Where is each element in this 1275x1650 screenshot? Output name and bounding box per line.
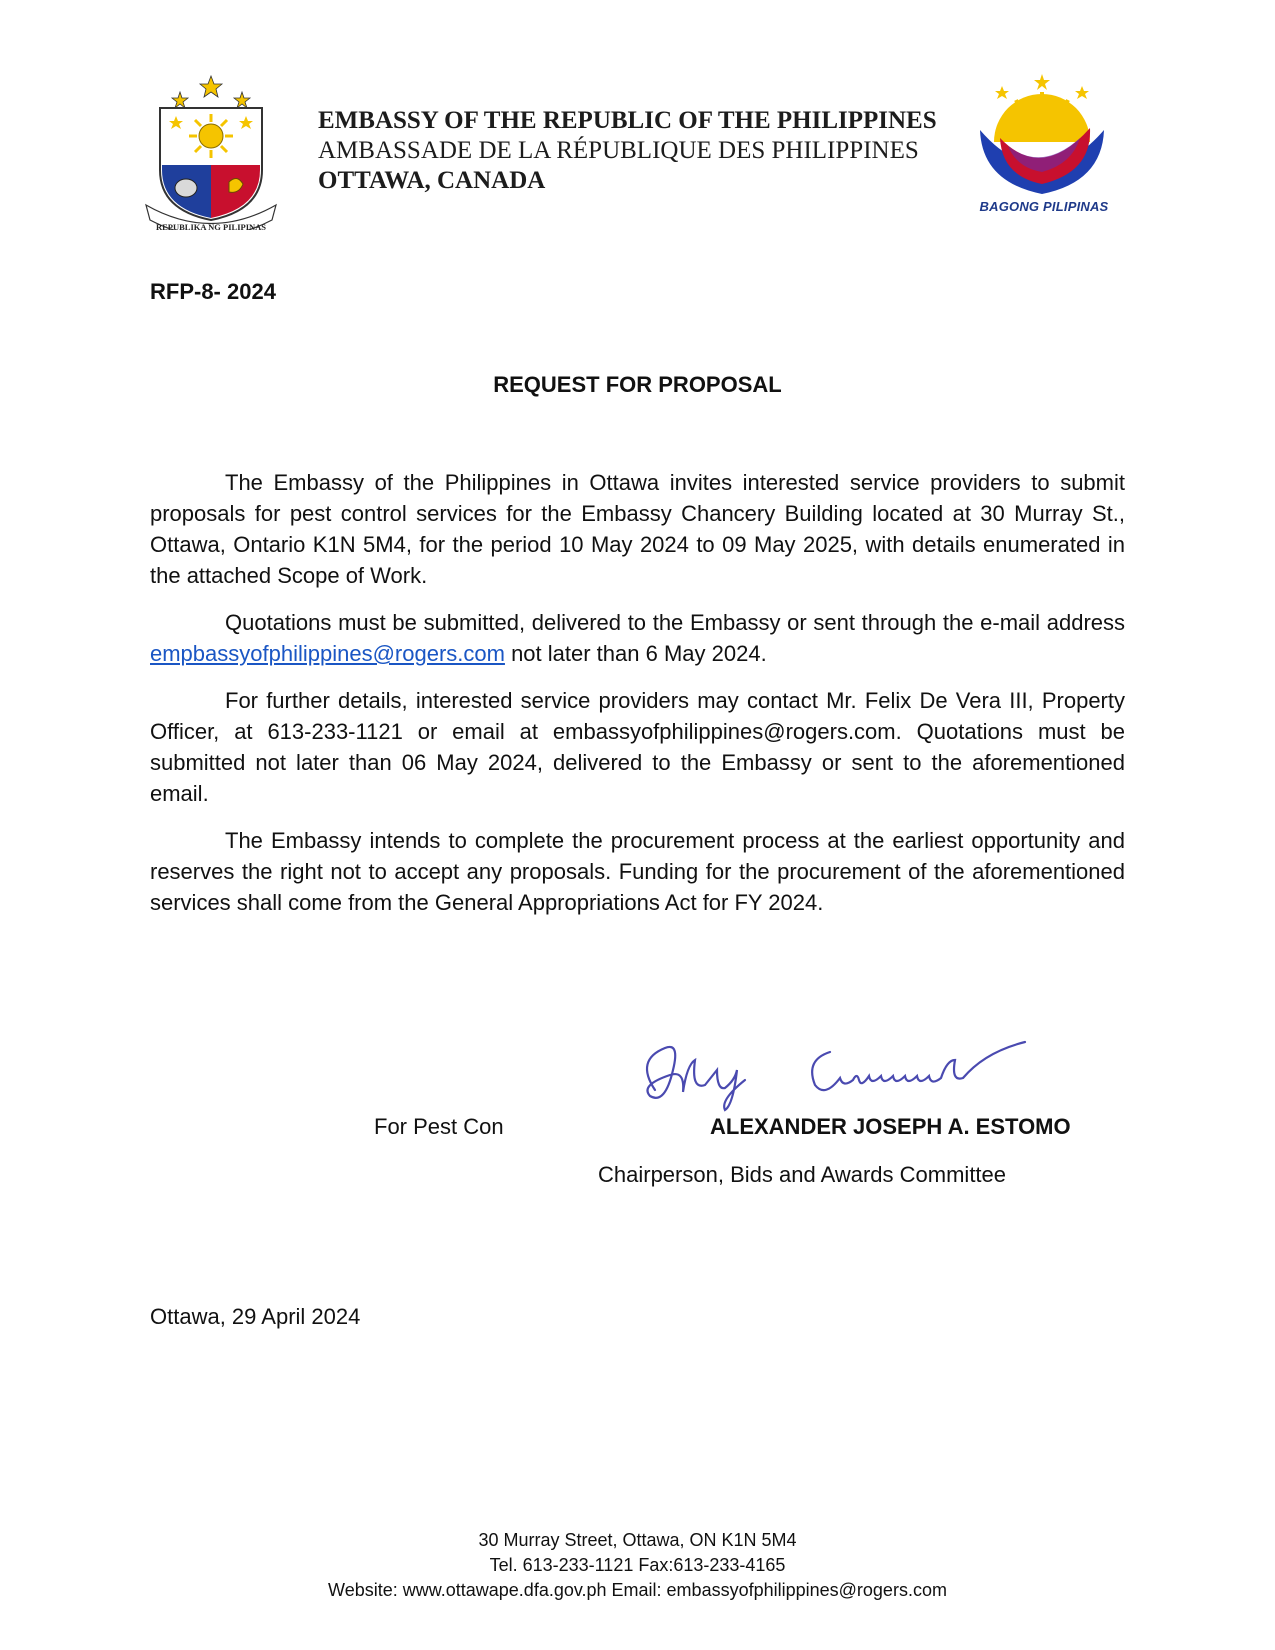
paragraph-submission-deadline: not later than 6 May 2024. [504, 641, 767, 666]
footer-website-email: Website: www.ottawape.dfa.gov.ph Email: embassyofphilippines@rogers.com [328, 1580, 947, 1600]
footer [0, 1528, 1275, 1603]
paragraph-procurement [150, 825, 1125, 918]
embassy-name-english: EMBASSY OF THE REPUBLIC OF THE PHILIPPINES [318, 107, 937, 134]
bagong-pilipinas-emblem [972, 72, 1112, 197]
coat-of-arms-seal [140, 70, 282, 230]
seal-scroll-text: REPUBLIKA NG PILIPINAS [155, 222, 267, 230]
footer-phone-fax: Tel. 613-233-1121 Fax:613-233-4165 [489, 1555, 786, 1575]
paragraph-invitation-text: The Embassy of the Philippines in Ottawa invites interested service providers to submit proposals for pest control services for the Embassy Chancery Building located at 30 Murray St., Ottawa, Ontario K1N 5M4, for the period 10 May 2024 to 09 May 2025, with details enumerated in the attached Scope of Work. [150, 470, 1125, 588]
bagong-pilipinas-label: BAGONG PILIPINAS [979, 199, 1109, 214]
reference-number: RFP-8- 2024 [150, 279, 276, 304]
document-title: REQUEST FOR PROPOSAL [493, 372, 782, 397]
footer-address: 30 Murray Street, Ottawa, ON K1N 5M4 [478, 1530, 797, 1550]
embassy-name-french: AMBASSADE DE LA RÉPUBLIQUE DES PHILIPPINES [318, 137, 919, 164]
email-link[interactable]: empbassyofphilippines@rogers.com [150, 641, 505, 666]
place-and-date: Ottawa, 29 April 2024 [150, 1304, 361, 1329]
signer-name: ALEXANDER JOSEPH A. ESTOMO [710, 1114, 1071, 1139]
paragraph-procurement-text: The Embassy intends to complete the procurement process at the earliest opportunity and reserves the right not to accept any proposals. Funding for the procurement of the aforementioned services shall come from the General Appropriations Act for FY 2024. [150, 828, 1125, 915]
handwritten-signature [625, 1030, 1075, 1120]
paragraph-contact-text: For further details, interested service providers may contact Mr. Felix De Vera III, Property Officer, at 613-233-1121 or email at embassyofphilippines@rogers.com. Quotations must be submitted not later than 06 May 2024, delivered to the Embassy or sent to the aforementioned email. [150, 688, 1125, 806]
letterhead [318, 106, 937, 196]
paragraph-contact [150, 685, 1125, 809]
embassy-location: OTTAWA, CANADA [318, 167, 546, 194]
paragraph-submission-text: Quotations must be submitted, delivered to the Embassy or sent through the e-mail address [225, 610, 1125, 635]
paragraph-invitation [150, 467, 1125, 591]
paragraph-submission [150, 607, 1125, 669]
for-label: For Pest Con [374, 1114, 504, 1139]
seal-graphic [140, 70, 282, 230]
signer-position: Chairperson, Bids and Awards Committee [598, 1162, 1007, 1187]
